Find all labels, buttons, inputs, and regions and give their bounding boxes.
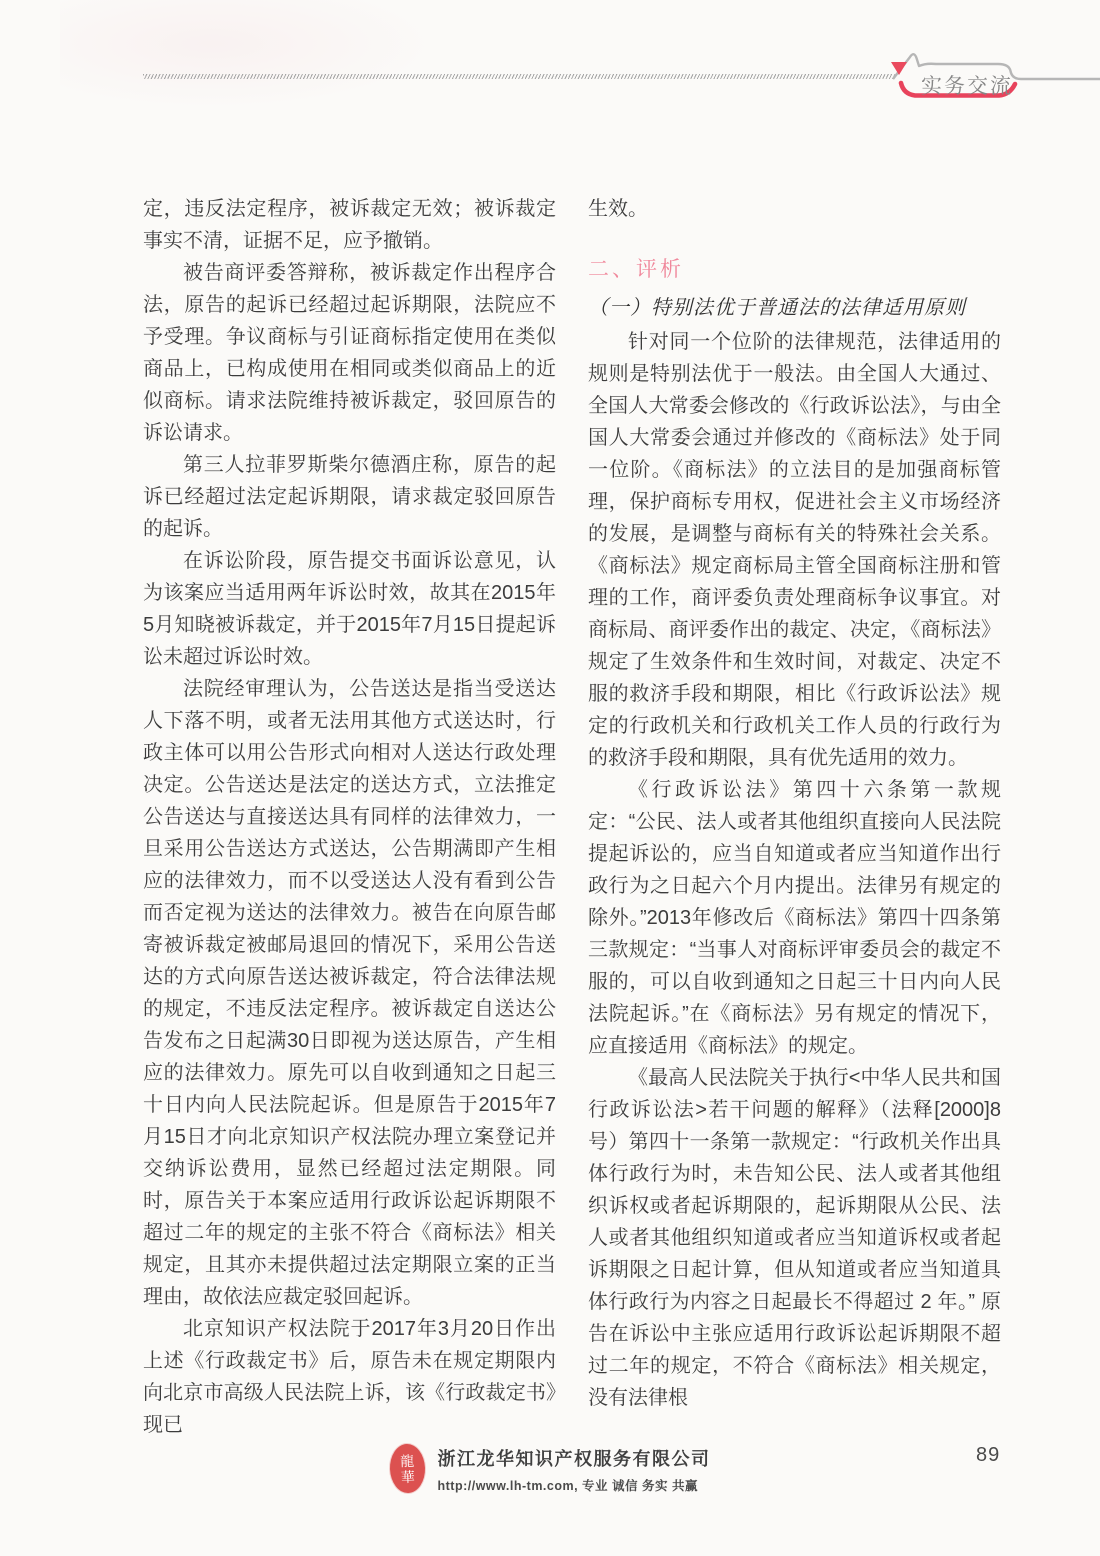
- paragraph: 被告商评委答辩称，被诉裁定作出程序合法，原告的起诉已经超过起诉期限，法院应不予受理。争议商标与引证商标指定使用在类似商品上，已构成使用在相同或类似商品上的近似商标。请求法院维持被诉裁定，驳回原告的诉讼请求。: [143, 262, 556, 444]
- paragraph: 法院经审理认为，公告送达是指当受送达人下落不明，或者无法用其他方式送达时，行政主体可以用公告形式向相对人送达行政处理决定。公告送达是法定的送达方式，立法推定公告送达与直接送达具有同样的法律效力，一旦采用公告送达方式送达，公告期满即产生相应的法律效力，而不以受送达人没有看到公告而否定视为送达的法律效力。被告在向原告邮寄被诉裁定被邮局退回的情况下，采用公告送达的方式向原告送达被诉裁定，符合法律法规的规定，不违反法定程序。被诉裁定自送达公告发布之日起满30日即视为送达原告，产生相应的法律效力。原先可以自收到通知之日起三十日内向人民法院起诉。但是原告于2015年7月15日才向北京知识产权法院办理立案登记并交纳诉讼费用，显然已经超过法定期限。同时，原告关于本案应适用行政诉讼起诉期限不超过二年的规定的主张不符合《商标法》相关规定，且其亦未提供超过法定期限立案的正当理由，故依法应裁定驳回起诉。: [143, 678, 556, 1308]
- sub-section-heading: （一）特别法优于普通法的法律适用原则: [588, 297, 966, 319]
- paragraph: 定，违反法定程序，被诉裁定无效；被诉裁定事实不清，证据不足，应予撤销。: [143, 198, 556, 252]
- article-left-column: [143, 193, 556, 1441]
- header-rule: [143, 74, 895, 79]
- page-footer: [0, 1444, 1100, 1494]
- tab-label: 实务交流: [921, 75, 1013, 98]
- paragraph: 北京知识产权法院于2017年3月20日作出上述《行政裁定书》后，原告未在规定期限内向北京市高级人民法院上诉，该《行政裁定书》现已: [143, 1318, 556, 1436]
- page-number: 89: [976, 1444, 1001, 1466]
- company-logo: [389, 1443, 426, 1493]
- section-heading: 二、评析: [588, 258, 684, 281]
- paragraph: 第三人拉菲罗斯柴尔德酒庄称，原告的起诉已经超过法定起诉期限，请求裁定驳回原告的起诉。: [143, 454, 556, 540]
- tab-arrow-icon: [891, 62, 907, 75]
- paragraph: 针对同一个位阶的法律规范，法律适用的规则是特别法优于一般法。由全国人大通过、全国人大常委会修改的《行政诉讼法》，与由全国人大常委会通过并修改的《商标法》处于同一位阶。《商标法》的立法目的是加强商标管理，保护商标专用权，促进社会主义市场经济的发展，是调整与商标有关的特殊社会关系。《商标法》规定商标局主管全国商标注册和管理的工作，商评委负责处理商标争议事宜。对商标局、商评委作出的裁定、决定，《商标法》规定了生效条件和生效时间，对裁定、决定不服的救济手段和期限，相比《行政诉讼法》规定的行政机关和行政机关工作人员的行政行为的救济手段和期限，具有优先适用的效力。: [588, 331, 1001, 769]
- company-tagline: http://www.lh-tm.com, 专业 诚信 务实 共赢: [437, 1479, 698, 1493]
- article-right-column: [588, 193, 1001, 1441]
- scan-smudge: [60, 0, 440, 110]
- lead-paragraph: 生效。: [588, 198, 648, 220]
- paragraph: 《行政诉讼法》第四十六条第一款规定：“公民、法人或者其他组织直接向人民法院提起诉讼的，应当自知道或者应当知道作出行政行为之日起六个月内提出。法律另有规定的除外。”2013年修改后《商标法》第四十四条第三款规定：“当事人对商标评审委员会的裁定不服的，可以自收到通知之日起三十日内向人民法院起诉。”在《商标法》另有规定的情况下，应直接适用《商标法》的规定。: [588, 779, 1001, 1057]
- logo-seal-char-top: 龍: [399, 1452, 414, 1469]
- footer-text: [438, 1444, 711, 1494]
- paragraph: 《最高人民法院关于执行<中华人民共和国行政诉讼法>若干问题的解释》（法释[2000]8号）第四十一条第一款规定：“行政机关作出具体行政行为时，未告知公民、法人或者其他组织诉权或者起诉期限的，起诉期限从公民、法人或者其他组织知道或者应当知道诉权或者起诉期限之日起计算，但从知道或者应当知道具体行政行为内容之日起最长不得超过 2 年。” 原告在诉讼中主张应适用行政诉讼起诉期限不超过二年的规定，不符合《商标法》相关规定，没有法律根: [588, 1067, 1001, 1409]
- article-body: [143, 193, 1003, 1441]
- logo-seal-char-bottom: 華: [400, 1468, 415, 1485]
- company-name: 浙江龙华知识产权服务有限公司: [437, 1449, 711, 1469]
- paragraph: 在诉讼阶段，原告提交书面诉讼意见，认为该案应当适用两年诉讼时效，故其在2015年5月知晓被诉裁定，并于2015年7月15日提起诉讼未超过诉讼时效。: [143, 550, 556, 668]
